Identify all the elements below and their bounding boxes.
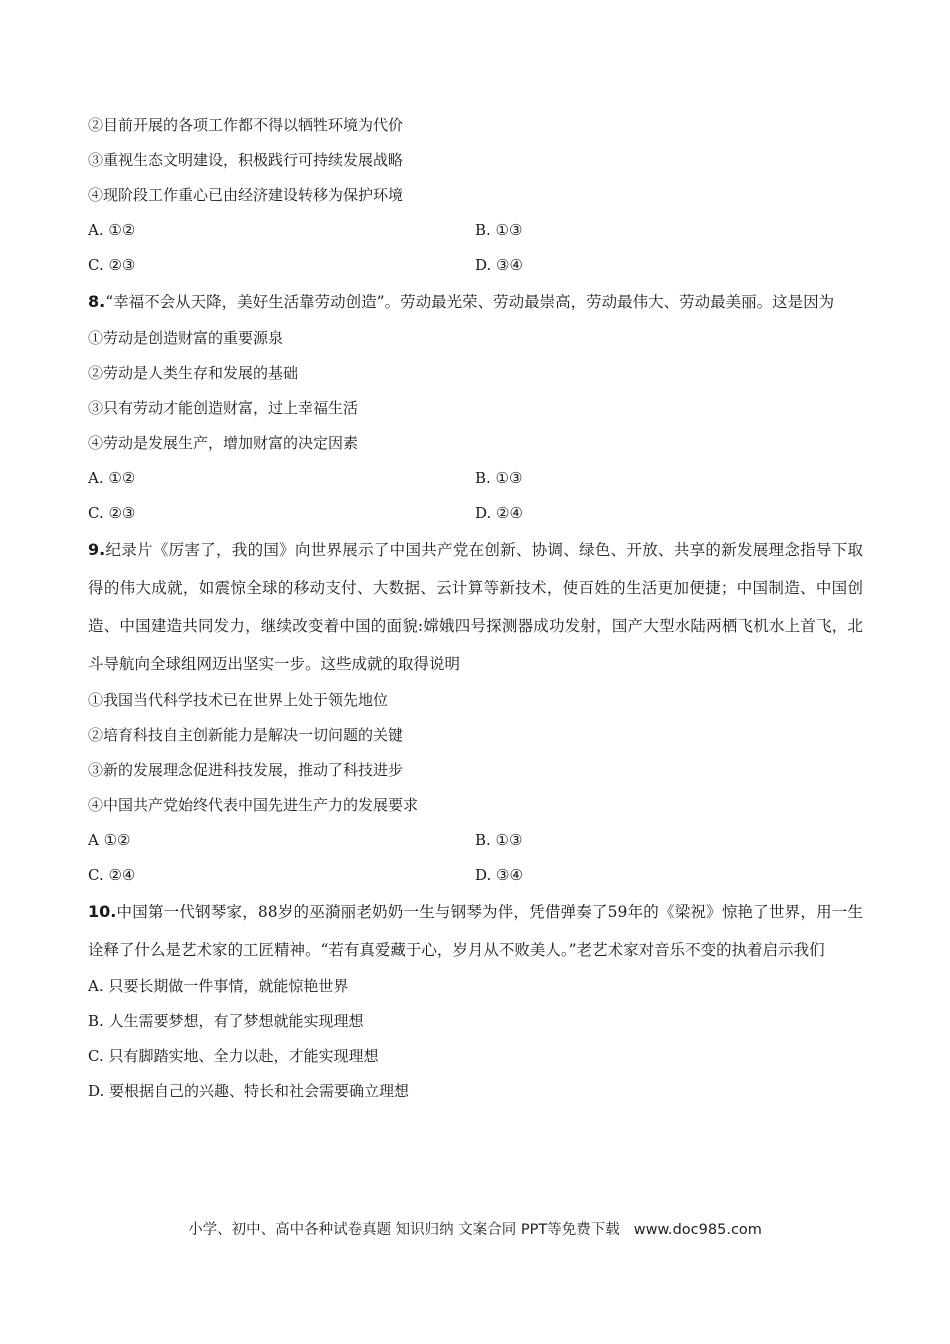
option-c: C. ②③ bbox=[88, 256, 136, 274]
question-stem bbox=[88, 283, 863, 321]
statement: ①我国当代科学技术已在世界上处于领先地位 bbox=[88, 691, 389, 709]
question-text: “幸福不会从天降，美好生活靠劳动创造”。劳动最光荣、劳动最崇高，劳动最伟大、劳动最美丽。这是因为 bbox=[105, 293, 835, 311]
option-d: D. 要根据自己的兴趣、特长和社会需要确立理想 bbox=[88, 1082, 410, 1100]
options-row bbox=[88, 213, 863, 248]
question-number: 8. bbox=[88, 292, 106, 311]
option-a: A. 只要长期做一件事情，就能惊艳世界 bbox=[88, 977, 349, 995]
question-text: 纪录片《厉害了，我的国》向世界展示了中国共产党在创新、协调、绿色、开放、共享的新发展理念指导下取得的伟大成就，如震惊全球的移动支付、大数据、云计算等新技术，使百姓的生活更加便捷；中国制造、中国创造、中国建造共同发力，继续改变着中国的面貌:嫦娥四号探测器成功发射，国产大型水陆两栖飞机水上首飞，北斗导航向全球组网迈出坚实一步。这些成就的取得说明 bbox=[88, 541, 863, 673]
option-d: D. ②④ bbox=[475, 504, 523, 522]
options-row bbox=[88, 248, 863, 283]
question-number: 9. bbox=[88, 540, 106, 559]
option-b: B. 人生需要梦想，有了梦想就能实现理想 bbox=[88, 1012, 364, 1030]
question-number: 10. bbox=[88, 902, 117, 921]
footer-url[interactable]: www.doc985.com bbox=[633, 1222, 762, 1238]
statement: ②目前开展的各项工作都不得以牺牲环境为代价 bbox=[88, 116, 404, 134]
option-b: B. ①③ bbox=[475, 469, 523, 487]
option-a: A. ①② bbox=[88, 469, 136, 487]
statement: ④劳动是发展生产，增加财富的决定因素 bbox=[88, 434, 359, 452]
question-7-continued bbox=[88, 108, 863, 283]
options-row bbox=[88, 461, 863, 496]
option-c: C. ②④ bbox=[88, 866, 136, 884]
statement: ②培育科技自主创新能力是解决一切问题的关键 bbox=[88, 726, 404, 744]
options-row bbox=[88, 823, 863, 858]
question-8 bbox=[88, 283, 863, 531]
options-row bbox=[88, 858, 863, 893]
question-9 bbox=[88, 531, 863, 893]
statement: ③只有劳动才能创造财富，过上幸福生活 bbox=[88, 399, 359, 417]
option-b: B. ①③ bbox=[475, 221, 523, 239]
statement: ④中国共产党始终代表中国先进生产力的发展要求 bbox=[88, 796, 419, 814]
statement: ④现阶段工作重心已由经济建设转移为保护环境 bbox=[88, 186, 404, 204]
statement: ①劳动是创造财富的重要源泉 bbox=[88, 329, 284, 347]
exam-page bbox=[88, 108, 863, 1109]
option-b: B. ①③ bbox=[475, 831, 523, 849]
question-text: 中国第一代钢琴家，88岁的巫漪丽老奶奶一生与钢琴为伴，凭借弹奏了59年的《梁祝》惊艳了世界，用一生诠释了什么是艺术家的工匠精神。“若有真爱藏于心，岁月从不败美人。”老艺术家对音乐不变的执着启示我们 bbox=[88, 903, 863, 959]
statement: ③重视生态文明建设，积极践行可持续发展战略 bbox=[88, 151, 404, 169]
options-row bbox=[88, 496, 863, 531]
option-a: A. ①② bbox=[88, 221, 136, 239]
option-d: D. ③④ bbox=[475, 256, 523, 274]
question-stem bbox=[88, 531, 863, 683]
option-c: C. 只有脚踏实地、全力以赴，才能实现理想 bbox=[88, 1047, 379, 1065]
option-a: A ①② bbox=[88, 831, 131, 849]
statement: ③新的发展理念促进科技发展，推动了科技进步 bbox=[88, 761, 404, 779]
footer-text: 小学、初中、高中各种试卷真题 知识归纳 文案合同 PPT等免费下载 bbox=[188, 1222, 620, 1238]
page-footer bbox=[0, 1218, 950, 1239]
question-10 bbox=[88, 893, 863, 1109]
option-c: C. ②③ bbox=[88, 504, 136, 522]
option-d: D. ③④ bbox=[475, 866, 523, 884]
question-stem bbox=[88, 893, 863, 969]
statement: ②劳动是人类生存和发展的基础 bbox=[88, 364, 299, 382]
